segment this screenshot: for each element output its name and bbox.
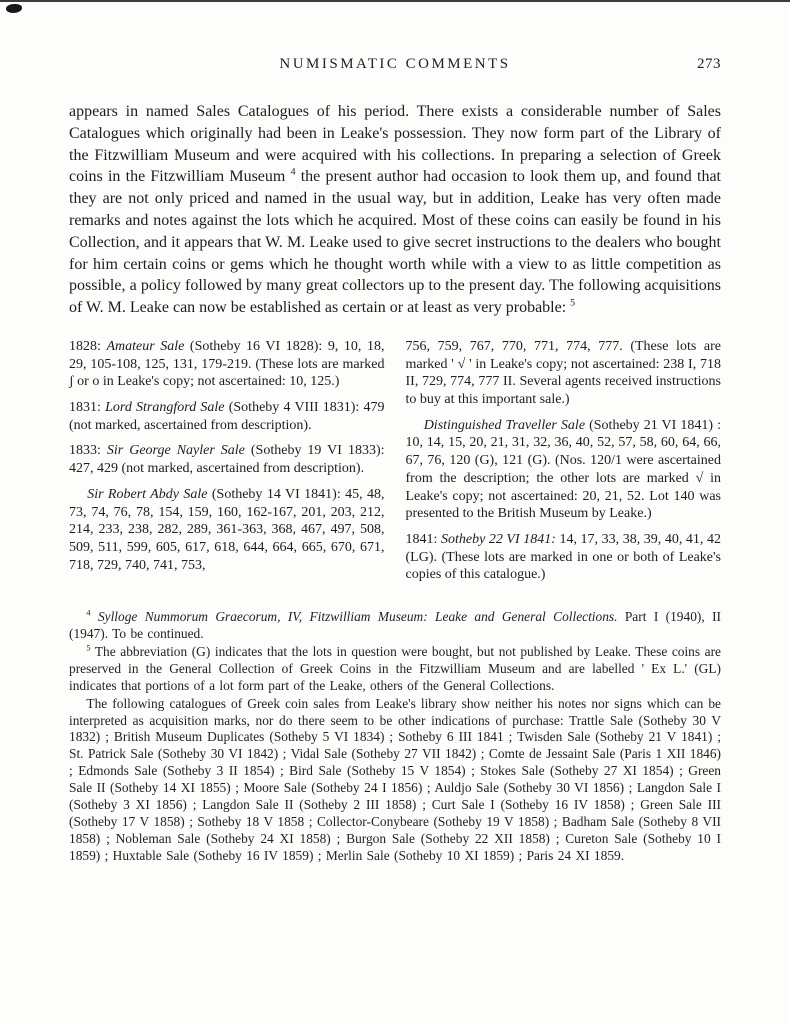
sale-entry [69,338,385,391]
text-segment: (Sotheby 16 VI 1828): 9, 10, 18, 29, 105-108, 125, 131, 179-219. (These lots are marked ʃ or o in Leake's copy; not ascertained: 10, 125.) [69,338,385,390]
text-segment: The abbreviation (G) indicates that the lots in question were bought, but not published by Leake. These coins are preserved in the General Collection of Greek Coins in the Fitzwilliam Museum and are labelled ' Ex L.' (GL) indicates that portions of a lot form part of the Leake, others of the General Collections. [69,643,721,693]
text-segment: 1831: [69,400,106,416]
text-segment: Sir George Nayler Sale [106,443,245,459]
running-head [69,56,721,76]
text-segment: (Sotheby 19 VI 1833): 427, 429 (not marked, ascertained from description). [69,443,385,477]
sale-entry [406,338,722,409]
sales-list-section [69,338,721,584]
sale-entry [406,531,722,584]
text-segment: (Sotheby 21 VI 1841) : 10, 14, 15, 20, 21, 31, 32, 36, 40, 52, 57, 58, 60, 64, 66, 67, 76, 120 (G), 121 (G). (Nos. 120/1 were ascertained from the description; the other lots are marked √ in Leake's copy; not ascertained: 20, 21, 52. Lot 140 was presented to the British Museum by Leake.) [405,417,722,522]
sale-entry [69,486,385,575]
text-segment: Sylloge Nummorum Graecorum, IV, Fitzwilliam Museum: Leake and General Collections. [90,609,618,625]
text-segment: (Sotheby 4 VIII 1831): 479 (not marked, ascertained from description). [69,400,385,433]
sales-column-left [69,338,385,584]
text-segment: Sir Robert Abdy Sale [87,486,208,502]
text-segment: 1833: [69,443,107,459]
text-segment: Part I (1940), II (1947). To be continued. [69,609,721,642]
text-segment: 14, 17, 33, 38, 39, 40, 41, 42 (LG). (These lots are marked in one or both of Leake's copies of this catalogue.) [405,532,721,583]
page-number: 273 [697,56,721,72]
sale-entry [406,417,722,523]
text-segment: Lord Strangford Sale [105,400,225,416]
text-segment: appears in named Sales Catalogues of his period. There exists a considerable number of Sales Catalogues which originally had been in Leake's possession. They now form part of the Library of the Fitzwilliam Museum and were acquired with his collections. In preparing a selection of Greek coins in the Fitzwilliam Museum [69,103,721,186]
scan-speck-artifact [6,4,22,13]
text-segment: Distinguished Traveller Sale [423,417,586,433]
running-title: NUMISMATIC COMMENTS [279,56,511,72]
page-content [69,56,721,866]
text-segment: The following catalogues of Greek coin sales from Leake's library show neither his notes nor signs which can be interpreted as acquisition marks, nor do there seem to be other indications of purchase: Trattle Sale (Sotheby 30 V 1832) ; British Museum Duplicates (Sotheby 5 VI 1834) ; Sotheby 6 III 1841 ; Twisden Sale (Sotheby 21 V 1841) ; St. Patrick Sale (Sotheby 30 VI 1842) ; Vidal Sale (Sotheby 27 VII 1842) ; Comte de Jessaint Sale (Paris 1 XII 1846) ; Edmonds Sale (Sotheby 3 II 1854) ; Bird Sale (Sotheby 15 V 1854) ; Stokes Sale (Sotheby 27 XI 1854) ; Green Sale II (Sotheby 14 XI 1855) ; Moore Sale (Sotheby 24 I 1856) ; Auldjo Sale (Sotheby 30 VI 1856) ; Langdon Sale I (Sotheby 3 XI 1856) ; Langdon Sale II (Sotheby 2 III 1858) ; Curt Sale I (Sotheby 16 IV 1858) ; Green Sale III (Sotheby 17 V 1858) ; Sotheby 18 V 1858 ; Collector-Conybeare (Sotheby 19 V 1858) ; Badham Sale (Sotheby 8 VII 1858) ; Nobleman Sale (Sotheby 24 XI 1858) ; Burgon Sale (Sotheby 22 XII 1858) ; Cureton Sale (Sotheby 10 I 1859) ; Huxtable Sale (Sotheby 16 IV 1859) ; Merlin Sale (Sotheby 10 XI 1859) ; Paris 24 XI 1859. [69,695,721,863]
text-segment: the present author had occasion to look them up, and found that they are not only priced and named in the usual way, but in addition, Leake has very often made remarks and notes against the lots which he acquired. Most of these coins can easily be found in his Collection, and it appears that W. M. Leake used to give secret instructions to the dealers who bought for him certain coins or gems which he thought worth while with a view to as little competition as possible, a policy followed by many great collectors up to the present day. The following acquisitions of W. M. Leake can now be established as certain or at least as very probable: [69,168,721,317]
footnote-ref: 4 [290,167,296,179]
text-segment: Sotheby 22 VI 1841: [440,532,556,547]
intro-paragraph [69,101,721,319]
footnote-paragraph [69,609,721,643]
sales-column-right [406,338,722,584]
footnote-ref: 5 [86,643,91,653]
scan-edge-artifact [0,0,790,2]
sale-entry [69,442,385,477]
text-segment: 756, 759, 767, 770, 771, 774, 777. (These lots are marked ' √ ' in Leake's copy; not ascertained: 238 I, 718 II, 729, 774, 777 II. Several agents received instructions to buy at this important sale.) [405,338,721,408]
text-segment: 1828: [69,338,107,354]
footnote-ref: 5 [570,297,576,309]
footnote-paragraph [69,644,721,695]
text-segment: 1841: [405,532,441,547]
sale-entry [69,399,385,434]
footnote-ref: 4 [86,608,91,618]
footnote-paragraph [69,696,721,865]
text-segment: (Sotheby 14 VI 1841): 45, 48, 73, 74, 76, 78, 154, 159, 160, 162-167, 201, 203, 212, 214, 233, 238, 282, 289, 361-363, 368, 467, 497, 508, 509, 511, 599, 605, 617, 618, 644, 664, 665, 670, 671, 718, 729, 740, 741, 753, [69,486,385,573]
text-segment: Amateur Sale [106,338,185,354]
footnotes-section [69,609,721,865]
